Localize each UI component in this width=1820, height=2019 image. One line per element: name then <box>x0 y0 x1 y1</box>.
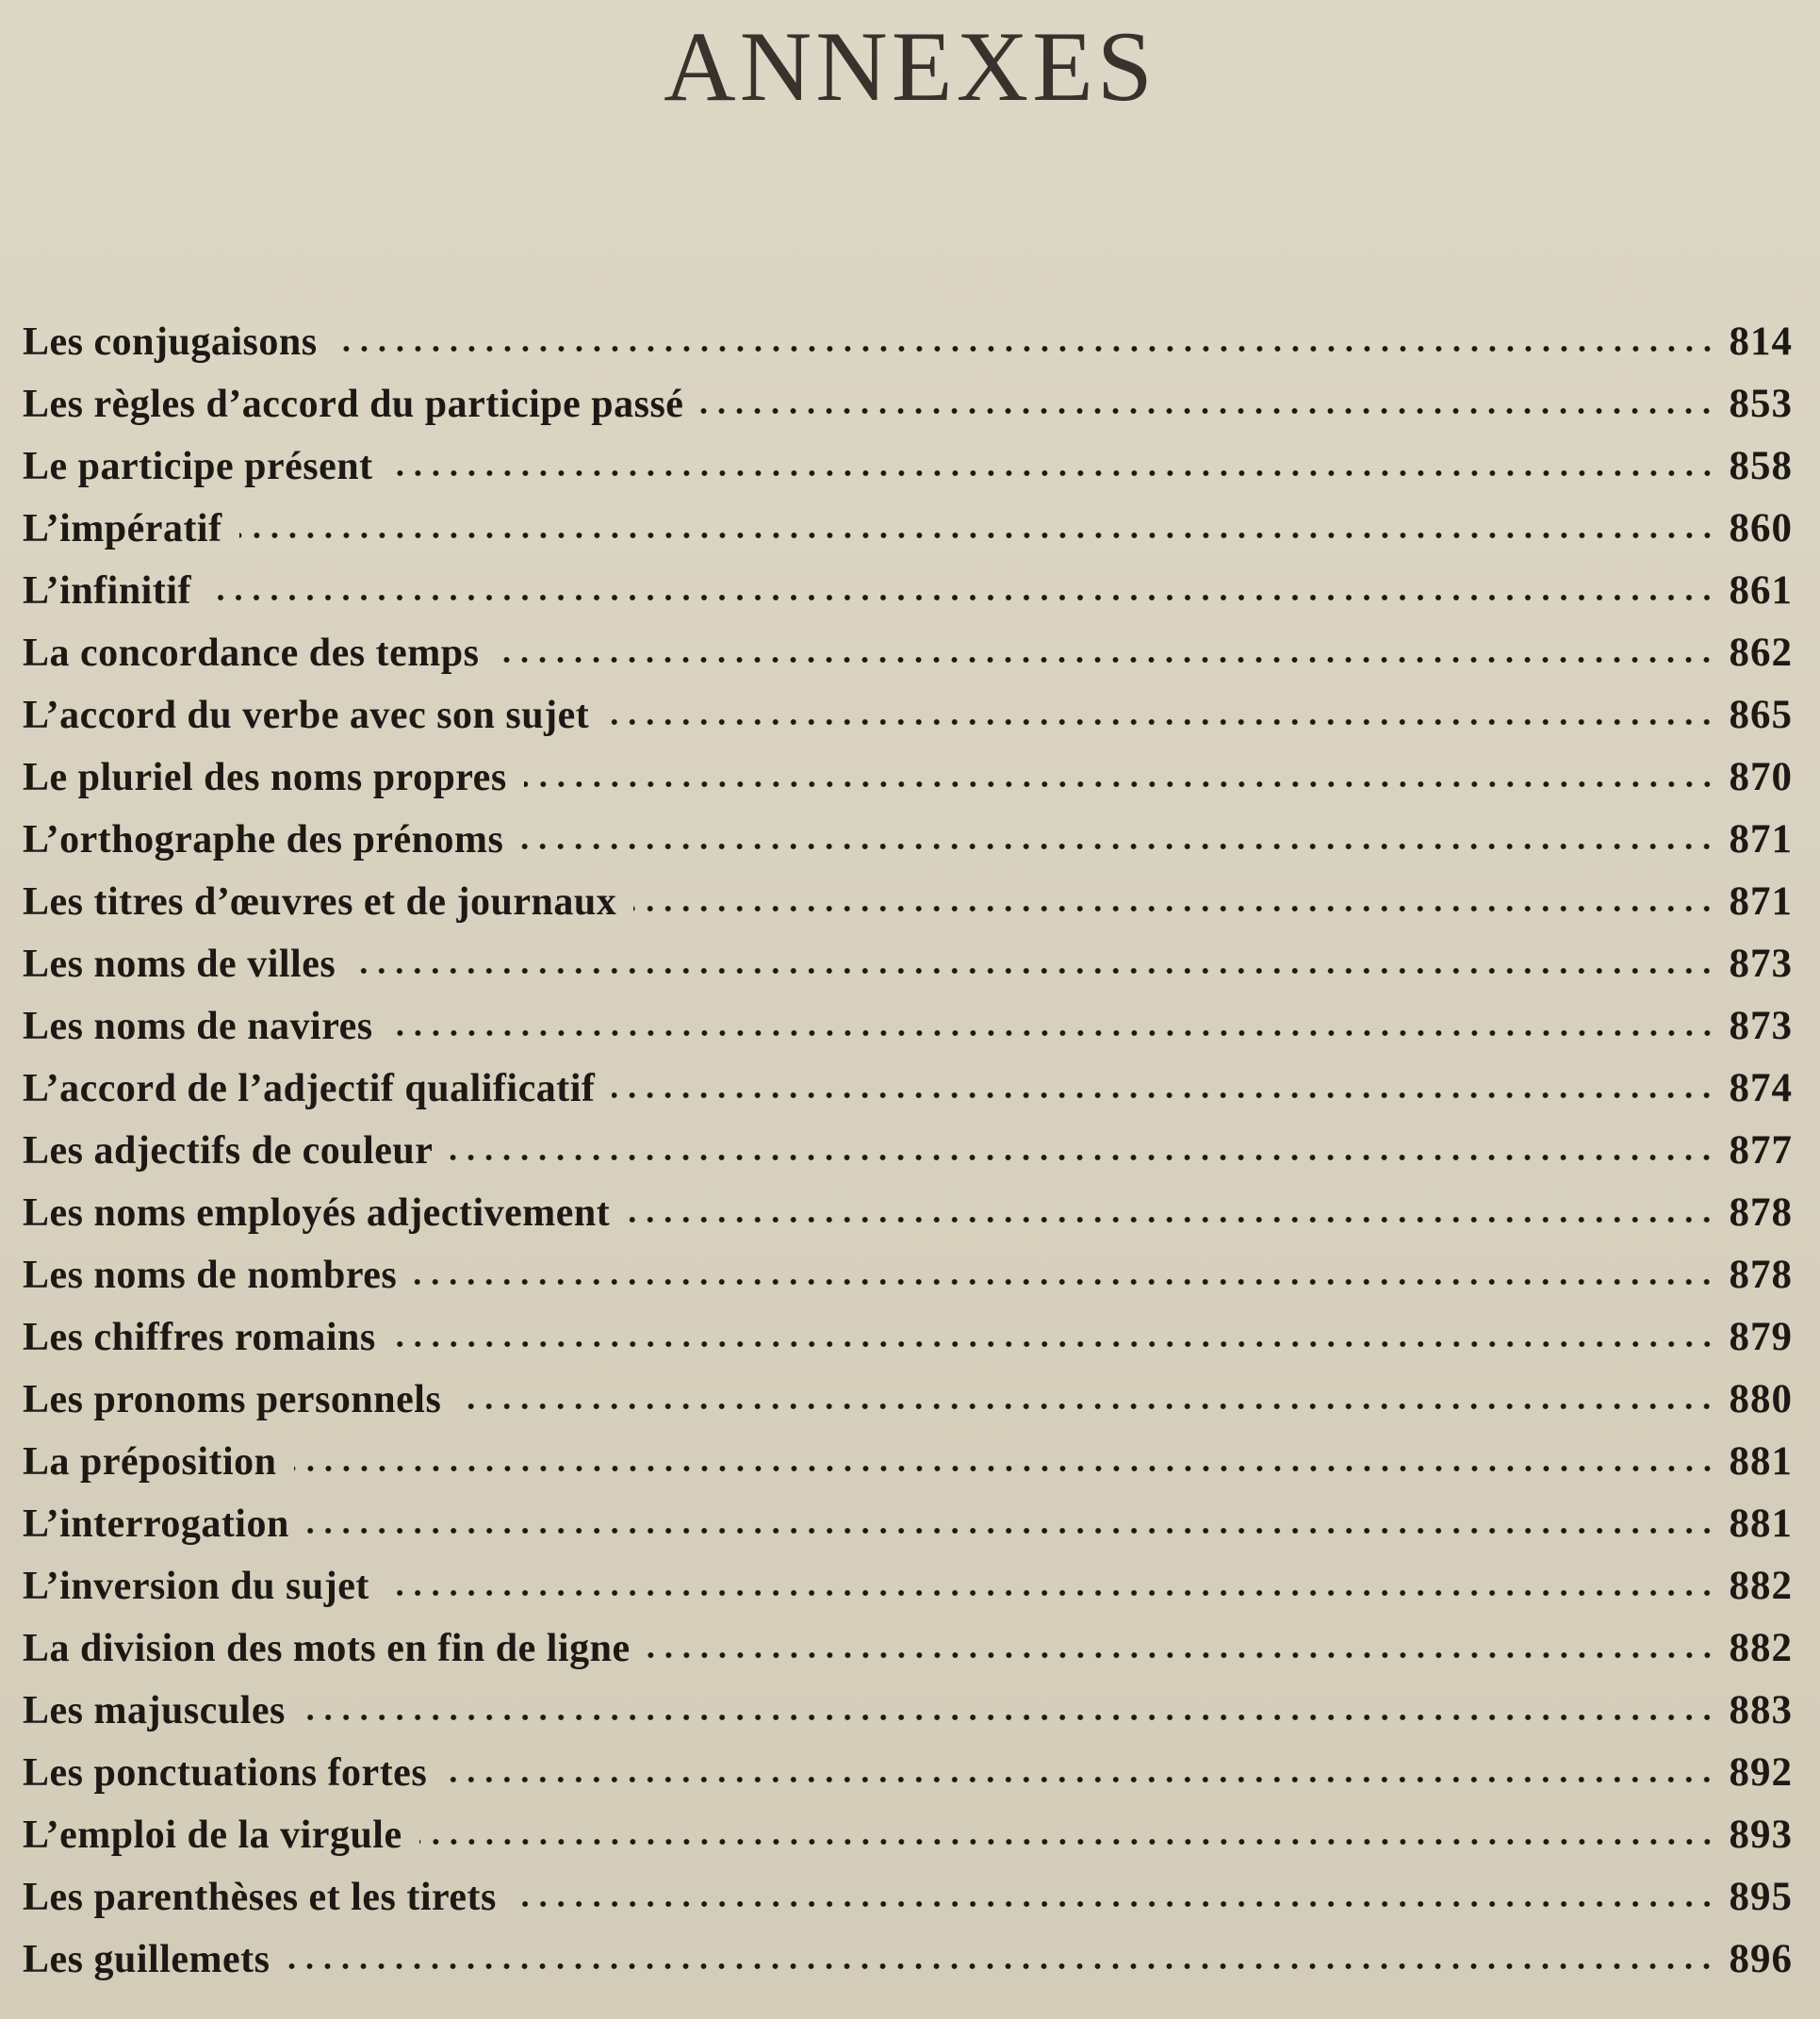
toc-entry-page: 870 <box>1729 755 1793 799</box>
toc-entry <box>23 1555 1793 1617</box>
dot-leader <box>303 1714 1716 1721</box>
toc-entry <box>23 871 1793 933</box>
toc-entry-label: L’inversion du sujet <box>23 1565 369 1608</box>
toc-entry <box>23 1742 1793 1804</box>
dot-leader <box>520 843 1715 850</box>
toc-entry-page: 874 <box>1729 1066 1793 1110</box>
dot-leader <box>239 532 1716 539</box>
toc-entry-page: 878 <box>1729 1190 1793 1235</box>
toc-entry <box>23 1244 1793 1306</box>
toc-entry <box>23 435 1793 498</box>
dot-leader <box>514 1900 1716 1908</box>
toc-entry-label: La concordance des temps <box>23 632 480 675</box>
dot-leader <box>612 1092 1715 1099</box>
dot-leader <box>524 780 1716 788</box>
dot-leader <box>393 1340 1716 1348</box>
toc-entry-page: 881 <box>1729 1439 1793 1484</box>
toc-entry <box>23 1058 1793 1120</box>
toc-entry-page: 814 <box>1729 320 1793 364</box>
dot-leader <box>294 1465 1716 1472</box>
toc-entry-label: Les noms de villes <box>23 943 336 986</box>
toc-entry <box>23 1306 1793 1369</box>
dot-leader <box>450 1154 1715 1161</box>
toc-entry-label: Les noms de navires <box>23 1005 373 1048</box>
toc-entry <box>23 622 1793 684</box>
toc-entry <box>23 311 1793 373</box>
dot-leader <box>627 1216 1715 1223</box>
toc-entry-page: 879 <box>1729 1315 1793 1359</box>
dot-leader <box>700 407 1715 415</box>
toc-entry <box>23 1617 1793 1680</box>
toc-entry-label: L’accord de l’adjectif qualificatif <box>23 1067 596 1110</box>
toc-entry <box>23 1680 1793 1742</box>
toc-entry <box>23 995 1793 1058</box>
toc-entry-page: 853 <box>1729 382 1793 426</box>
toc-entry-label: Les majuscules <box>23 1689 286 1732</box>
toc-entry-label: L’accord du verbe avec son sujet <box>23 694 590 737</box>
dot-leader <box>306 1527 1716 1535</box>
toc-entry-label: L’infinitif <box>23 569 191 613</box>
toc-entry-label: La division des mots en fin de ligne <box>23 1627 631 1670</box>
toc-entry <box>23 1493 1793 1555</box>
dot-leader <box>419 1838 1716 1846</box>
toc-entry-page: 880 <box>1729 1377 1793 1421</box>
toc-entry-label: Les chiffres romains <box>23 1316 376 1359</box>
toc-entry <box>23 1120 1793 1182</box>
dot-leader <box>287 1962 1715 1970</box>
toc-entry-label: Les conjugaisons <box>23 320 318 364</box>
dot-leader <box>444 1776 1715 1783</box>
toc-entry-page: 861 <box>1729 568 1793 613</box>
toc-entry-page: 877 <box>1729 1128 1793 1173</box>
toc-entry <box>23 1866 1793 1929</box>
toc-entry-page: 882 <box>1729 1626 1793 1670</box>
dot-leader <box>390 1029 1716 1037</box>
toc-entry <box>23 684 1793 747</box>
toc-entry-page: 865 <box>1729 693 1793 737</box>
toc-entry-label: Les ponctuations fortes <box>23 1751 428 1795</box>
toc-entry-label: Le participe présent <box>23 445 373 488</box>
toc-entry-page: 895 <box>1729 1875 1793 1919</box>
dot-leader <box>633 905 1715 912</box>
dot-leader <box>414 1278 1715 1286</box>
toc-entry-label: Les règles d’accord du participe passé <box>23 383 684 426</box>
toc-entry <box>23 498 1793 560</box>
toc-entry-label: L’orthographe des prénoms <box>23 818 504 862</box>
toc-entry-page: 860 <box>1729 506 1793 550</box>
toc-entry <box>23 1182 1793 1244</box>
page-title: ANNEXES <box>664 11 1156 122</box>
toc-entry-label: La préposition <box>23 1440 277 1484</box>
toc-entry-label: Les noms employés adjectivement <box>23 1191 611 1235</box>
toc-entry <box>23 1804 1793 1866</box>
toc-entry-label: Les adjectifs de couleur <box>23 1129 434 1173</box>
dot-leader <box>353 967 1715 975</box>
dot-leader <box>496 656 1715 664</box>
toc-entry-page: 892 <box>1729 1750 1793 1795</box>
dot-leader <box>335 345 1716 353</box>
toc-entry <box>23 560 1793 622</box>
toc-entry-label: Les parenthèses et les tirets <box>23 1876 497 1919</box>
toc-entry <box>23 747 1793 809</box>
dot-leader <box>458 1403 1715 1410</box>
toc-entry-label: Les titres d’œuvres et de journaux <box>23 880 617 924</box>
toc-entry <box>23 1929 1793 1991</box>
toc-entry-page: 893 <box>1729 1813 1793 1857</box>
toc-entry-label: Les guillemets <box>23 1938 271 1981</box>
dot-leader <box>648 1651 1716 1659</box>
dot-leader <box>606 718 1715 726</box>
toc-entry-page: 858 <box>1729 444 1793 488</box>
toc-entry-label: Les noms de nombres <box>23 1254 398 1297</box>
toc-entry <box>23 933 1793 995</box>
toc-entry <box>23 1431 1793 1493</box>
toc-entry-page: 878 <box>1729 1253 1793 1297</box>
toc-entry-page: 882 <box>1729 1564 1793 1608</box>
toc-entry <box>23 809 1793 871</box>
toc-entry <box>23 1369 1793 1431</box>
toc-entry-label: Le pluriel des noms propres <box>23 756 507 799</box>
table-of-contents <box>23 311 1793 1991</box>
dot-leader <box>208 594 1716 601</box>
toc-entry-page: 871 <box>1729 879 1793 924</box>
toc-entry-label: Les pronoms personnels <box>23 1378 442 1421</box>
toc-entry-page: 883 <box>1729 1688 1793 1732</box>
toc-entry-page: 873 <box>1729 1004 1793 1048</box>
toc-entry-page: 881 <box>1729 1502 1793 1546</box>
toc-entry-label: L’interrogation <box>23 1502 289 1546</box>
toc-entry-label: L’impératif <box>23 507 222 550</box>
toc-entry-page: 873 <box>1729 942 1793 986</box>
toc-entry-page: 896 <box>1729 1937 1793 1981</box>
toc-entry-label: L’emploi de la virgule <box>23 1814 402 1857</box>
dot-leader <box>390 469 1716 477</box>
toc-entry <box>23 373 1793 435</box>
toc-entry-page: 862 <box>1729 631 1793 675</box>
toc-entry-page: 871 <box>1729 817 1793 862</box>
dot-leader <box>386 1589 1716 1597</box>
